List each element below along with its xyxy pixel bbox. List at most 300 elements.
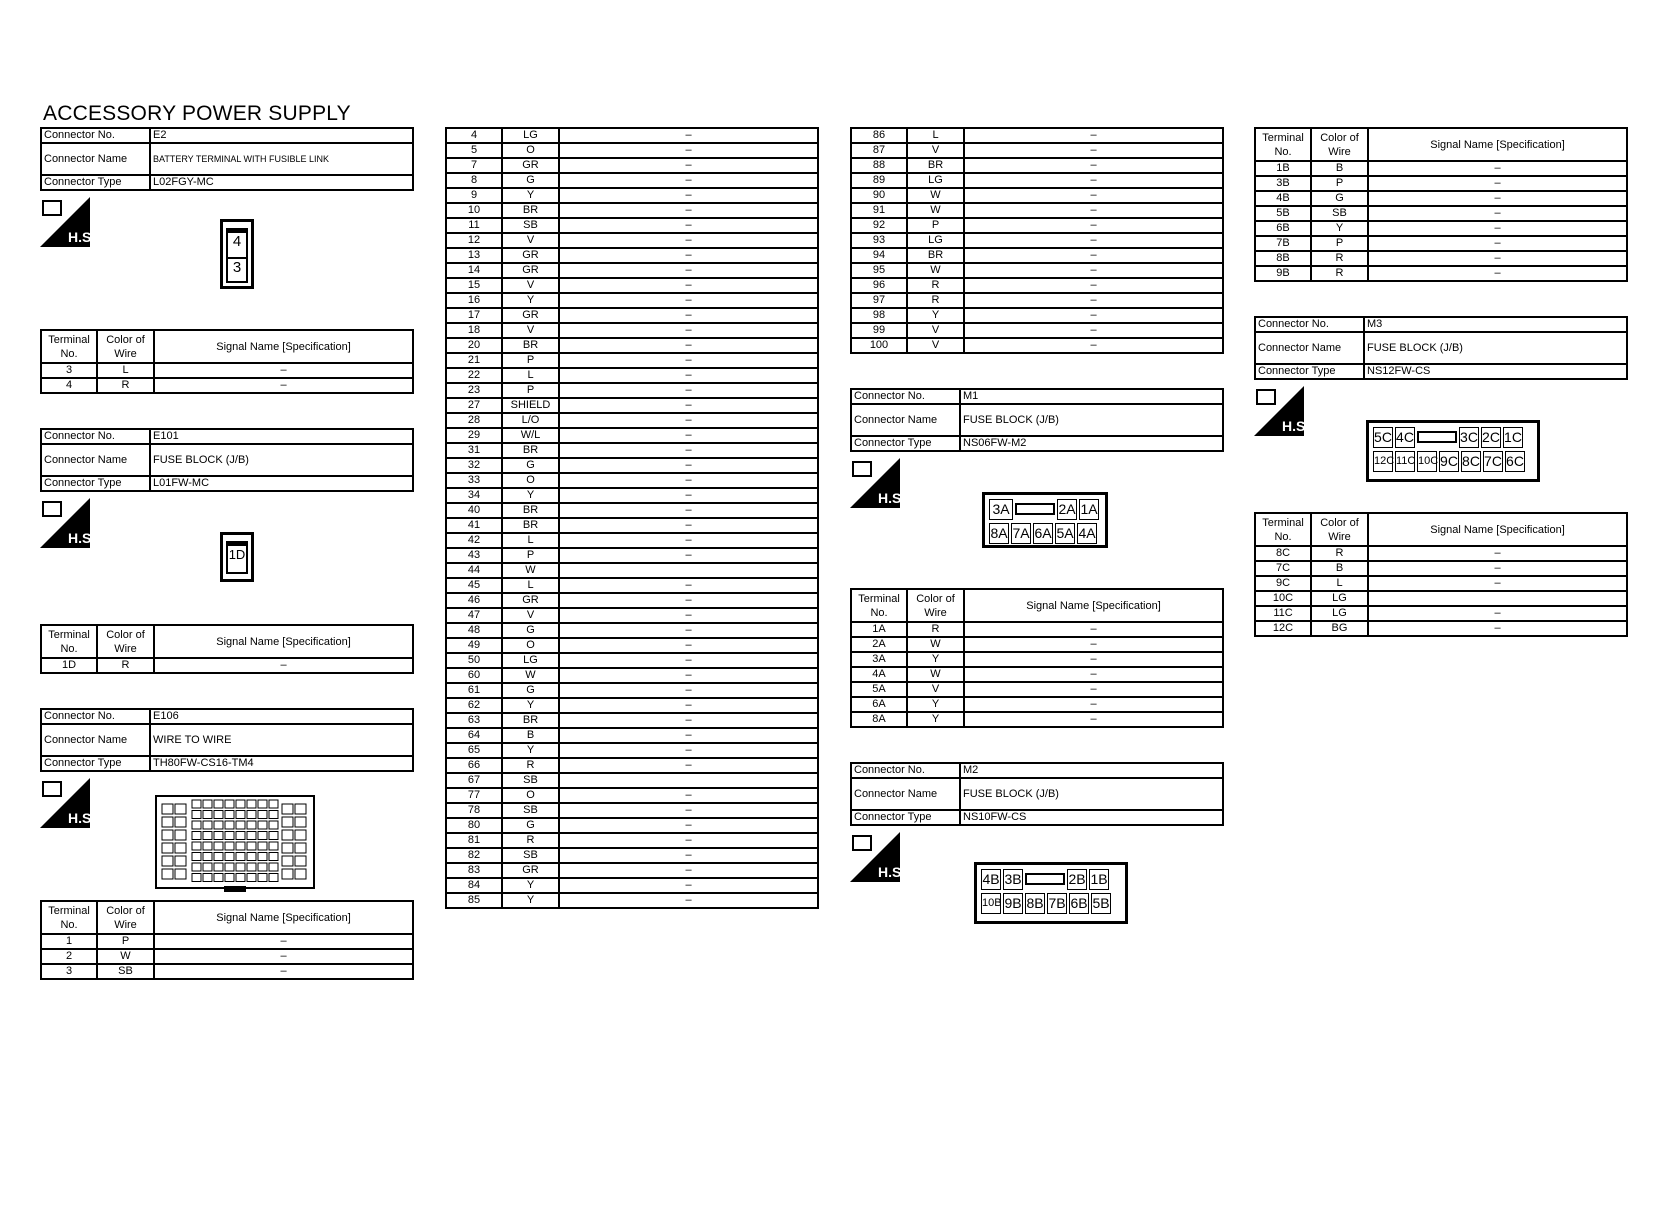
m3-table-row [1255,591,1627,606]
e106-connector-name: WIRE TO WIRE [150,724,413,756]
e106-table-row [446,458,818,473]
m1-terminal-table: Terminal No. Color of Wire Signal Name [Specification] 1A R – 2A W – 3A Y – 4A W – 5A V – 6A Y – 8A Y – [850,588,1224,728]
wire-color: GR [502,308,559,323]
signal-name: – [559,293,818,308]
wire-color: SB [97,964,154,979]
terminal-no: 44 [446,563,502,578]
m1-table-row [851,652,1223,667]
m2-table-row [1255,206,1627,221]
svg-text:H.S.: H.S. [878,864,906,880]
signal-name: – [559,473,818,488]
e106-table-row [446,218,818,233]
m3-connector-name: FUSE BLOCK (J/B) [1364,332,1627,364]
terminal-no: 78 [446,803,502,818]
terminal-no: 86 [851,128,907,143]
e2-connector-info: Connector No. E2 Connector Name BATTERY TERMINAL WITH FUSIBLE LINK Connector Type L02FGY-MC [40,127,414,191]
m2-pin: 10B [981,893,1001,914]
m1-table-row [851,637,1223,652]
e106-connector-info: Connector No. E106 Connector Name WIRE TO WIRE Connector Type TH80FW-CS16-TM4 [40,708,414,772]
wire-color: L [1311,576,1368,591]
svg-text:H.S.: H.S. [1282,418,1310,434]
wire-color: W/L [502,428,559,443]
m1-connector-plug [982,492,1108,548]
terminal-no: 2A [851,637,907,652]
e106-table-row [851,278,1223,293]
terminal-no: 34 [446,488,502,503]
m3-pin: 12C [1373,451,1393,472]
terminal-no: 10C [1255,591,1311,606]
e106-table-row [851,218,1223,233]
wire-color: W [907,667,964,682]
e106-table-row [851,158,1223,173]
signal-name: – [154,949,413,964]
m3-pin: 4C [1395,427,1415,448]
terminal-no: 60 [446,668,502,683]
terminal-no: 15 [446,278,502,293]
wire-color: O [502,143,559,158]
wire-color: L [502,368,559,383]
m3-table-row [1255,606,1627,621]
e106-table-row [446,713,818,728]
e2-connector-no: E2 [150,128,413,143]
wire-color: SB [502,803,559,818]
terminal-no: 7C [1255,561,1311,576]
svg-text:H.S.: H.S. [68,530,96,546]
lock-slot-bar [1025,873,1065,885]
hs-icon [1254,386,1310,436]
m2-connector-info: Connector No. M2 Connector Name FUSE BLOCK (J/B) Connector Type NS10FW-CS [850,762,1224,826]
terminal-no: 100 [851,338,907,353]
signal-name: – [559,833,818,848]
m1-lock-slot [1015,499,1055,518]
signal-name: – [559,203,818,218]
wire-color: R [97,658,154,673]
signal-name: – [1368,221,1627,236]
terminal-no: 85 [446,893,502,908]
m2-pin: 5B [1091,893,1111,914]
wire-color: Y [502,188,559,203]
hs-icon [850,832,906,882]
wire-color: P [502,353,559,368]
terminal-no: 3A [851,652,907,667]
signal-name: – [559,728,818,743]
wire-color: LG [907,233,964,248]
page-title: ACCESSORY POWER SUPPLY [43,102,351,125]
terminal-no: 90 [851,188,907,203]
m3-table-row [1255,576,1627,591]
wire-color: L/O [502,413,559,428]
signal-name [559,563,818,578]
m3-pin: 3C [1459,427,1479,448]
m3-connector-info: Connector No. M3 Connector Name FUSE BLOCK (J/B) Connector Type NS12FW-CS [1254,316,1628,380]
e106-table-row [446,488,818,503]
e106-terminal-table: Terminal No. Color of Wire Signal Name [Specification] 1 P – 2 W – 3 SB – [40,900,414,980]
m1-table-row [851,667,1223,682]
wire-color: P [502,383,559,398]
wire-color: V [907,338,964,353]
m3-lock-slot [1417,427,1457,446]
terminal-no: 1D [41,658,97,673]
terminal-no: 5A [851,682,907,697]
m3-pin: 1C [1503,427,1523,448]
signal-name: – [964,218,1223,233]
signal-name: – [559,503,818,518]
signal-name: – [559,323,818,338]
terminal-no: 93 [851,233,907,248]
m2-pin: 1B [1089,869,1109,890]
signal-name: – [964,158,1223,173]
m1-connector-type: NS06FW-M2 [960,436,1223,451]
wire-color: GR [502,158,559,173]
e2-connector-name: BATTERY TERMINAL WITH FUSIBLE LINK [150,143,413,175]
e106-table-row [446,833,818,848]
terminal-no: 2 [41,949,97,964]
m2-lock-slot [1025,869,1065,888]
signal-name: – [559,863,818,878]
terminal-no: 20 [446,338,502,353]
e106-terminal-table-continued-2 [850,127,1224,354]
m2-terminal-table: Terminal No. Color of Wire Signal Name [Specification] 1B B – 3B P – 4B G – 5B SB – 6B Y – 7B P – 8B R – 9B R – [1254,127,1628,282]
signal-name: – [964,652,1223,667]
e106-table-row [446,863,818,878]
e106-table-row [446,263,818,278]
e106-table-row [446,233,818,248]
wire-color: G [502,173,559,188]
e106-table-row [446,518,818,533]
wire-color: W [502,668,559,683]
e106-table-row [851,308,1223,323]
e106-table-row [446,698,818,713]
e106-table-row [851,128,1223,143]
e106-table-row [446,503,818,518]
signal-name: – [559,413,818,428]
wire-color: GR [502,248,559,263]
terminal-no: 80 [446,818,502,833]
wire-color: BR [502,503,559,518]
wire-color: BR [502,203,559,218]
wire-color: R [1311,251,1368,266]
signal-name: – [964,143,1223,158]
e106-table-row [446,803,818,818]
signal-name: – [154,658,413,673]
signal-name: – [964,248,1223,263]
e106-table-row [851,188,1223,203]
signal-name: – [154,378,413,393]
terminal-no: 84 [446,878,502,893]
terminal-no: 4 [41,378,97,393]
e106-table-row [851,233,1223,248]
signal-name: – [1368,546,1627,561]
terminal-no: 62 [446,698,502,713]
wire-color: Y [1311,221,1368,236]
e106-connector-no: E106 [150,709,413,724]
wire-color: W [907,203,964,218]
signal-name: – [559,248,818,263]
signal-name: – [964,188,1223,203]
signal-name: – [154,363,413,378]
signal-name: – [559,143,818,158]
m2-pin: 2B [1067,869,1087,890]
column-3 [850,127,1224,926]
terminal-no: 1B [1255,161,1311,176]
e101-connector-type: L01FW-MC [150,476,413,491]
terminal-no: 9 [446,188,502,203]
signal-name: – [559,443,818,458]
wire-color: G [502,818,559,833]
e106-table-row [446,248,818,263]
m1-pin: 5A [1055,523,1075,544]
m2-pin: 9B [1003,893,1023,914]
e106-table-row [446,383,818,398]
signal-name: – [559,278,818,293]
terminal-no: 61 [446,683,502,698]
signal-name: – [559,713,818,728]
e106-table-row [446,878,818,893]
m2-pin: 8B [1025,893,1045,914]
m2-table-row [1255,191,1627,206]
wire-color: SB [502,848,559,863]
terminal-no: 88 [851,158,907,173]
terminal-no: 91 [851,203,907,218]
terminal-no: 8B [1255,251,1311,266]
terminal-no: 50 [446,653,502,668]
wire-color: R [907,622,964,637]
wire-color: G [502,458,559,473]
e106-table-row [446,323,818,338]
signal-name: – [559,653,818,668]
wire-color: V [502,233,559,248]
wire-color: SB [1311,206,1368,221]
wire-color: Y [502,488,559,503]
terminal-no: 27 [446,398,502,413]
terminal-no: 4B [1255,191,1311,206]
wire-color: R [502,833,559,848]
e2-connector-plug [220,219,254,289]
e106-table-row [851,323,1223,338]
m1-pin: 7A [1011,523,1031,544]
e106-table-row [851,173,1223,188]
e106-table-row [446,308,818,323]
terminal-no: 31 [446,443,502,458]
hs-icon [40,197,96,247]
signal-name: – [964,712,1223,727]
e106-connector-face [154,794,316,894]
wire-color: Y [502,893,559,908]
terminal-no: 8C [1255,546,1311,561]
m2-table-row [1255,236,1627,251]
signal-name: – [964,338,1223,353]
signal-name: – [559,533,818,548]
terminal-no: 96 [851,278,907,293]
m3-table-row [1255,546,1627,561]
e106-table-row [446,683,818,698]
e106-table-row [446,158,818,173]
e106-table-row [446,743,818,758]
wire-color: W [502,563,559,578]
signal-name: – [964,622,1223,637]
terminal-no: 3 [41,964,97,979]
wire-color: GR [502,593,559,608]
m1-pin: 8A [989,523,1009,544]
terminal-no: 10 [446,203,502,218]
terminal-no: 28 [446,413,502,428]
m3-table-row [1255,561,1627,576]
m1-table-row [851,682,1223,697]
terminal-no: 42 [446,533,502,548]
wire-color: SHIELD [502,398,559,413]
wire-color: Y [502,878,559,893]
m3-connector-plug [1366,420,1540,482]
terminal-no: 4 [446,128,502,143]
m1-table-row [851,712,1223,727]
e2-table-row [41,378,413,393]
wire-color: O [502,788,559,803]
terminal-no: 4A [851,667,907,682]
e106-table-row [851,143,1223,158]
e106-table-row [446,398,818,413]
wire-color: L [97,363,154,378]
terminal-no: 1A [851,622,907,637]
e101-connector-no: E101 [150,429,413,444]
e106-table-row [851,248,1223,263]
signal-name: – [559,743,818,758]
terminal-no: 46 [446,593,502,608]
column-4 [1254,127,1628,637]
signal-name: – [1368,561,1627,576]
m2-table-row [1255,221,1627,236]
e106-table-row [446,593,818,608]
signal-name: – [559,398,818,413]
m2-connector-type: NS10FW-CS [960,810,1223,825]
terminal-no: 18 [446,323,502,338]
e106-table-row [41,934,413,949]
terminal-no: 81 [446,833,502,848]
m3-pin: 5C [1373,427,1393,448]
e106-table-row [446,563,818,578]
e106-table-row [446,143,818,158]
wire-color: LG [1311,591,1368,606]
svg-text:H.S.: H.S. [878,490,906,506]
signal-name: – [1368,191,1627,206]
wire-color: V [502,608,559,623]
m1-connector-no: M1 [960,389,1223,404]
wire-color: B [1311,561,1368,576]
wire-color: P [502,548,559,563]
terminal-no: 67 [446,773,502,788]
wire-color: R [502,758,559,773]
wire-color: BR [502,443,559,458]
e106-table-row [446,893,818,908]
wire-color: SB [502,773,559,788]
hs-icon [40,498,96,548]
e101-diagram [40,492,414,624]
m2-table-row [1255,176,1627,191]
terminal-no: 32 [446,458,502,473]
wire-color: BR [502,338,559,353]
signal-name: – [559,338,818,353]
wire-color: W [907,263,964,278]
signal-name: – [1368,236,1627,251]
signal-name: – [964,323,1223,338]
signal-name: – [559,683,818,698]
m2-table-row [1255,251,1627,266]
signal-name: – [559,818,818,833]
signal-name: – [559,128,818,143]
e106-table-row [446,533,818,548]
signal-name: – [559,698,818,713]
terminal-no: 12 [446,233,502,248]
wire-color: W [907,188,964,203]
e106-table-row [41,964,413,979]
wire-color: BR [502,518,559,533]
terminal-no: 45 [446,578,502,593]
wire-color: BR [502,713,559,728]
lock-slot-bar [1015,503,1055,515]
e106-table-row [446,413,818,428]
signal-name: – [964,667,1223,682]
wire-color: Y [502,698,559,713]
m3-pin: 8C [1461,451,1481,472]
terminal-no: 40 [446,503,502,518]
wire-color: BG [1311,621,1368,636]
e101-table-row [41,658,413,673]
wire-color: R [1311,546,1368,561]
terminal-no: 97 [851,293,907,308]
signal-name: – [559,188,818,203]
signal-name: – [1368,176,1627,191]
wire-color: BR [907,158,964,173]
e106-table-row [446,128,818,143]
wire-color: SB [502,218,559,233]
wire-color: Y [907,712,964,727]
terminal-no: 33 [446,473,502,488]
wire-color: G [502,683,559,698]
wire-color: LG [1311,606,1368,621]
terminal-no: 29 [446,428,502,443]
e106-table-row [851,263,1223,278]
e106-table-row [41,949,413,964]
terminal-no: 5 [446,143,502,158]
signal-name: – [559,353,818,368]
terminal-no: 7B [1255,236,1311,251]
e106-table-row [446,818,818,833]
signal-name: – [559,308,818,323]
wire-color: L [502,578,559,593]
m1-pin: 2A [1057,499,1077,520]
signal-name: – [559,893,818,908]
m3-terminal-table: Terminal No. Color of Wire Signal Name [Specification] 8C R – 7C B – 9C L – 10C LG 11C LG – 12C BG – [1254,512,1628,637]
m3-pin: 10C [1417,451,1437,472]
terminal-no: 9C [1255,576,1311,591]
wire-color: B [502,728,559,743]
signal-name: – [559,638,818,653]
e106-table-row [446,278,818,293]
signal-name: – [559,488,818,503]
signal-name: – [559,173,818,188]
terminal-no: 77 [446,788,502,803]
column-1 [40,127,414,980]
e106-table-row [851,203,1223,218]
e106-table-row [446,188,818,203]
m1-pin: 3A [989,499,1013,520]
terminal-no: 49 [446,638,502,653]
svg-text:H.S.: H.S. [68,229,96,245]
wire-color: V [502,278,559,293]
signal-name: – [1368,576,1627,591]
e106-table-row [851,338,1223,353]
e106-table-row [446,623,818,638]
m3-table-row [1255,621,1627,636]
